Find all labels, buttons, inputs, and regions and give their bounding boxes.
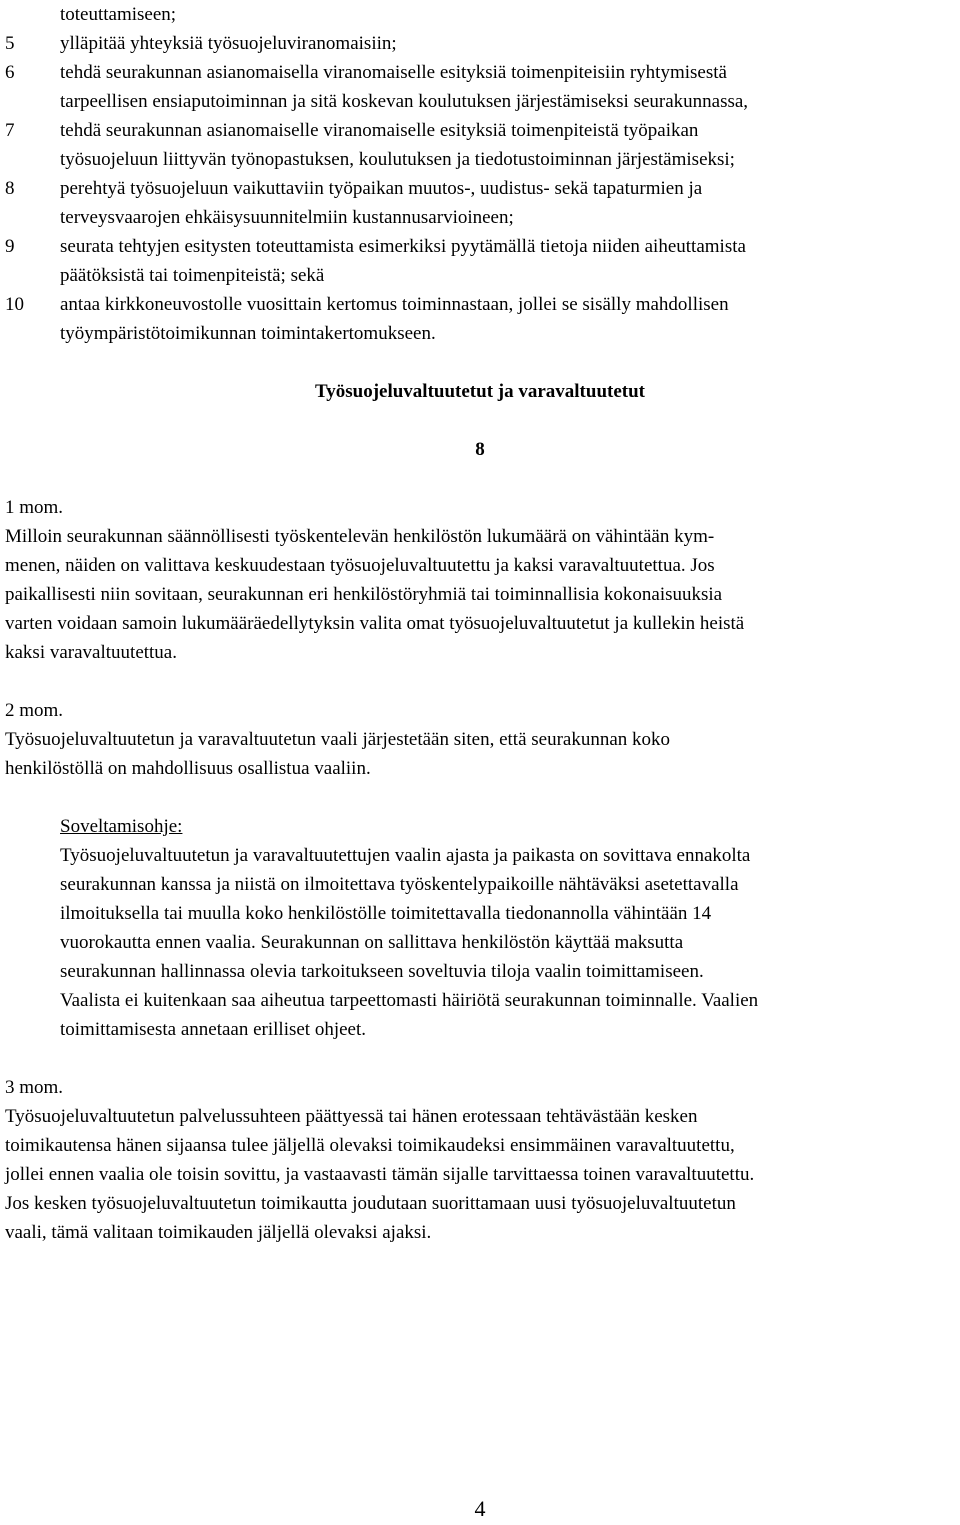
- list-item-number: 10: [5, 294, 24, 315]
- guidance-label: Soveltamisohje:: [60, 816, 183, 837]
- mom1-paragraph-line: kaksi varavaltuutettua.: [5, 642, 177, 663]
- mom1-paragraph-line: menen, näiden on valittava keskuudestaan työsuojeluvaltuutettu ja kaksi varavaltuutettua. Jos: [5, 555, 715, 576]
- list-item-continuation: toteuttamiseen;: [60, 4, 177, 25]
- list-item: antaa kirkkoneuvostolle vuosittain kertomus toiminnastaan, jollei se sisälly mahdollisen: [60, 294, 729, 315]
- guidance-paragraph-line: Työsuojeluvaltuutetun ja varavaltuutettujen vaalin ajasta ja paikasta on sovittava ennakolta: [60, 845, 751, 866]
- list-item: tehdä seurakunnan asianomaiselle viranomaiselle esityksiä toimenpiteistä työpaikan: [60, 120, 699, 141]
- list-item: tarpeellisen ensiaputoiminnan ja sitä koskevan koulutuksen järjestämiseksi seurakunnassa,: [60, 91, 749, 112]
- list-item-number: 5: [5, 33, 15, 54]
- mom2-paragraph-line: henkilöstöllä on mahdollisuus osallistua vaaliin.: [5, 758, 371, 779]
- list-item-number: 7: [5, 120, 15, 141]
- guidance-paragraph-line: toimittamisesta annetaan erilliset ohjeet.: [60, 1019, 367, 1040]
- list-item: päätöksistä tai toimenpiteistä; sekä: [60, 265, 325, 286]
- list-item-number: 6: [5, 62, 15, 83]
- guidance-paragraph-line: seurakunnan hallinnassa olevia tarkoitukseen soveltuvia tiloja vaalin toimittamiseen.: [60, 961, 704, 982]
- guidance-paragraph-line: ilmoituksella tai muulla koko henkilöstölle toimitettavalla tiedonannolla vähintään 14: [60, 903, 712, 924]
- list-item: terveysvaarojen ehkäisysuunnitelmiin kustannusarvioineen;: [60, 207, 514, 228]
- mom1-paragraph-line: paikallisesti niin sovitaan, seurakunnan eri henkilöstöryhmiä tai toiminnallisia kokonaisuuksia: [5, 584, 723, 605]
- list-item-number: 8: [5, 178, 15, 199]
- mom2-paragraph-line: Työsuojeluvaltuutetun ja varavaltuutetun vaali järjestetään siten, että seurakunnan koko: [5, 729, 671, 750]
- list-item: perehtyä työsuojeluun vaikuttaviin työpaikan muutos-, uudistus- sekä tapaturmien ja: [60, 178, 703, 199]
- mom1-paragraph-line: varten voidaan samoin lukumääräedellytyksin valita omat työsuojeluvaltuutetut ja kullekin heistä: [5, 613, 745, 634]
- mom3-paragraph-line: Työsuojeluvaltuutetun palvelussuhteen päättyessä tai hänen erotessaan tehtävästään kesken: [5, 1106, 698, 1127]
- list-item: työsuojeluun liittyvän työnopastuksen, koulutuksen ja tiedotustoiminnan järjestämiseksi;: [60, 149, 735, 170]
- mom1-label: 1 mom.: [5, 497, 64, 518]
- mom3-label: 3 mom.: [5, 1077, 64, 1098]
- section-number: 8: [475, 439, 485, 460]
- mom2-label: 2 mom.: [5, 700, 64, 721]
- list-item-number: 9: [5, 236, 15, 257]
- mom3-paragraph-line: jollei ennen vaalia ole toisin sovittu, ja vastaavasti tämän sijalle tarvittaessa toinen varavaltuutettu.: [5, 1164, 755, 1185]
- mom3-paragraph-line: vaali, tämä valitaan toimikauden jäljellä olevaksi ajaksi.: [5, 1222, 432, 1243]
- list-item: työympäristötoimikunnan toimintakertomukseen.: [60, 323, 436, 344]
- mom3-paragraph-line: toimikautensa hänen sijaansa tulee jäljellä olevaksi toimikaudeksi ensimmäinen varavaltuutettu,: [5, 1135, 735, 1156]
- list-item: tehdä seurakunnan asianomaisella viranomaiselle esityksiä toimenpiteisiin ryhtymisestä: [60, 62, 727, 83]
- page-number: 4: [474, 1496, 486, 1521]
- guidance-paragraph-line: vuorokautta ennen vaalia. Seurakunnan on sallittava henkilöstön käyttää maksutta: [60, 932, 684, 953]
- section-title: Työsuojeluvaltuutetut ja varavaltuutetut: [314, 381, 646, 402]
- mom1-paragraph-line: Milloin seurakunnan säännöllisesti työskentelevän henkilöstön lukumäärä on vähintään kym-: [5, 526, 715, 547]
- guidance-paragraph-line: Vaalista ei kuitenkaan saa aiheutua tarpeettomasti häiriötä seurakunnan toiminnalle. Vaalien: [60, 990, 759, 1011]
- list-item: seurata tehtyjen esitysten toteuttamista esimerkiksi pyytämällä tietoja niiden aiheuttamista: [60, 236, 746, 257]
- list-item: ylläpitää yhteyksiä työsuojeluviranomaisiin;: [60, 33, 397, 54]
- guidance-paragraph-line: seurakunnan kanssa ja niistä on ilmoitettava työskentelypaikoille nähtäväksi asetettavalla: [60, 874, 739, 895]
- mom3-paragraph-line: Jos kesken työsuojeluvaltuutetun toimikautta joudutaan suorittamaan uusi työsuojeluvaltuutetun: [5, 1193, 736, 1214]
